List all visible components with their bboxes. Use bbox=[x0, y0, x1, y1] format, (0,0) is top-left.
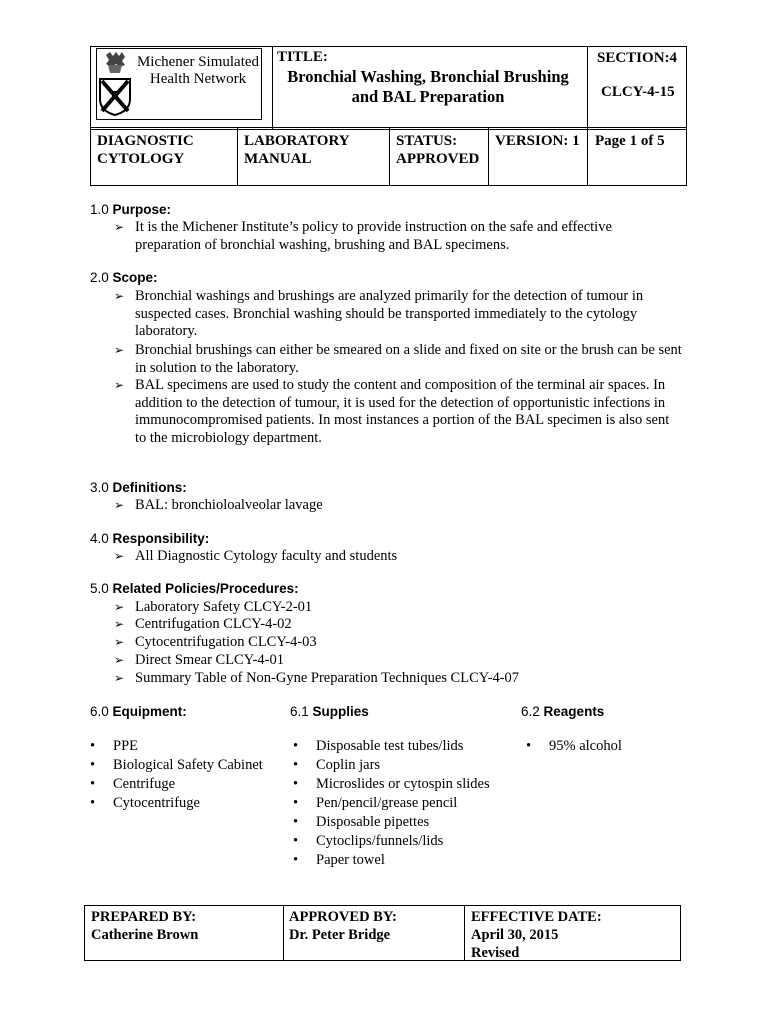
list-item: ➢ Bronchial brushings can either be smeared on a slide and fixed on site or the brush can be sent in solution to the laboratory. bbox=[114, 342, 682, 376]
arrow-bullet-icon: ➢ bbox=[114, 289, 125, 303]
list-item: • Paper towel bbox=[293, 852, 385, 868]
list-item: ➢ Cytocentrifugation CLCY-4-03 bbox=[114, 634, 317, 650]
arrow-bullet-icon: ➢ bbox=[114, 600, 125, 614]
bullet-icon: • bbox=[90, 776, 96, 792]
version-label: VERSION: 1 bbox=[495, 133, 580, 149]
section-heading-supplies: 6.1 Supplies bbox=[290, 704, 369, 719]
section-heading-responsibility: 4.0 Responsibility: bbox=[90, 531, 210, 546]
title-label: TITLE: bbox=[277, 49, 328, 65]
list-item: ➢ BAL specimens are used to study the content and composition of the terminal air spaces. In addition to the detection of tumour, it is used for the detection of opportunistic infections in immunocompromised patients. In most instances a portion of the BAL specimen is also sent to the microbiology department. bbox=[114, 377, 670, 446]
status-value: APPROVED bbox=[396, 151, 480, 167]
list-item: ➢ Direct Smear CLCY-4-01 bbox=[114, 652, 284, 668]
bullet-icon: • bbox=[90, 795, 96, 811]
manual-label: LABORATORY MANUAL bbox=[244, 133, 350, 167]
arrow-bullet-icon: ➢ bbox=[114, 617, 125, 631]
list-item: • PPE bbox=[90, 738, 138, 754]
list-item: ➢ Laboratory Safety CLCY-2-01 bbox=[114, 599, 313, 615]
approval-footer bbox=[84, 905, 681, 961]
document-meta-row bbox=[90, 127, 687, 186]
prepared-label: PREPARED BY: bbox=[91, 909, 197, 925]
arrow-bullet-icon: ➢ bbox=[114, 549, 125, 563]
revised-label: Revised bbox=[471, 945, 520, 961]
approved-by: Dr. Peter Bridge bbox=[289, 927, 391, 943]
document-title: Bronchial Washing, Bronchial Brushing and BAL Preparation bbox=[287, 67, 569, 106]
list-item: • Biological Safety Cabinet bbox=[90, 757, 263, 773]
bullet-icon: • bbox=[90, 738, 96, 754]
list-item: ➢ Centrifugation CLCY-4-02 bbox=[114, 616, 292, 632]
arrow-bullet-icon: ➢ bbox=[114, 378, 125, 392]
arrow-bullet-icon: ➢ bbox=[114, 653, 125, 667]
department-label: DIAGNOSTIC CYTOLOGY bbox=[97, 133, 194, 167]
section-heading-purpose: 1.0 Purpose: bbox=[90, 202, 172, 217]
bullet-icon: • bbox=[293, 852, 299, 868]
list-item: • Cytoclips/funnels/lids bbox=[293, 833, 444, 849]
bullet-icon: • bbox=[293, 776, 299, 792]
list-item: • Centrifuge bbox=[90, 776, 176, 792]
arrow-bullet-icon: ➢ bbox=[114, 671, 125, 685]
list-item: ➢ All Diagnostic Cytology faculty and students bbox=[114, 548, 398, 564]
approved-block bbox=[289, 908, 397, 944]
list-item: ➢ BAL: bronchioloalveolar lavage bbox=[114, 497, 323, 513]
section-number: SECTION:4 bbox=[597, 50, 678, 66]
list-item: ➢ It is the Michener Institute’s policy to provide instruction on the safe and effective preparation of bronchial washing, brushing and BAL specimens. bbox=[114, 219, 612, 253]
bullet-icon: • bbox=[293, 833, 299, 849]
bullet-icon: • bbox=[90, 757, 96, 773]
effective-label: EFFECTIVE DATE: bbox=[471, 909, 602, 925]
list-item: • Coplin jars bbox=[293, 757, 381, 773]
arrow-bullet-icon: ➢ bbox=[114, 498, 125, 512]
list-item: ➢ Bronchial washings and brushings are analyzed primarily for the detection of tumour in suspected cases. Bronchial washing should be transported immediately to the cytology laboratory. bbox=[114, 288, 644, 339]
org-logo-box bbox=[96, 48, 262, 120]
bullet-icon: • bbox=[293, 795, 299, 811]
bullet-icon: • bbox=[526, 738, 532, 754]
arrow-bullet-icon: ➢ bbox=[114, 635, 125, 649]
section-heading-scope: 2.0 Scope: bbox=[90, 270, 158, 285]
org-name: Michener Simulated Health Network bbox=[136, 54, 260, 87]
document-code: CLCY-4-15 bbox=[601, 84, 675, 100]
status-label: STATUS: bbox=[396, 133, 458, 149]
list-item: • Cytocentrifuge bbox=[90, 795, 200, 811]
bullet-icon: • bbox=[293, 757, 299, 773]
approved-label: APPROVED BY: bbox=[289, 909, 397, 925]
effective-date: April 30, 2015 bbox=[471, 927, 559, 943]
list-item: • Disposable test tubes/lids bbox=[293, 738, 464, 754]
page-indicator: Page 1 of 5 bbox=[595, 133, 665, 149]
bullet-icon: • bbox=[293, 814, 299, 830]
list-item: • 95% alcohol bbox=[526, 738, 622, 754]
arrow-bullet-icon: ➢ bbox=[114, 220, 125, 234]
prepared-by: Catherine Brown bbox=[91, 927, 199, 943]
bullet-icon: • bbox=[293, 738, 299, 754]
arrow-bullet-icon: ➢ bbox=[114, 343, 125, 357]
list-item: ➢ Summary Table of Non-Gyne Preparation Techniques CLCY-4-07 bbox=[114, 670, 520, 686]
section-heading-related: 5.0 Related Policies/Procedures: bbox=[90, 581, 299, 596]
list-item: • Disposable pipettes bbox=[293, 814, 430, 830]
section-heading-reagents: 6.2 Reagents bbox=[521, 704, 605, 719]
prepared-block bbox=[91, 908, 198, 944]
effective-block bbox=[471, 908, 602, 962]
section-heading-definitions: 3.0 Definitions: bbox=[90, 480, 187, 495]
coat-of-arms-icon bbox=[98, 51, 132, 117]
section-heading-equipment: 6.0 Equipment: bbox=[90, 704, 187, 719]
status-block bbox=[396, 132, 486, 168]
list-item: • Microslides or cytospin slides bbox=[293, 776, 490, 792]
list-item: • Pen/pencil/grease pencil bbox=[293, 795, 458, 811]
